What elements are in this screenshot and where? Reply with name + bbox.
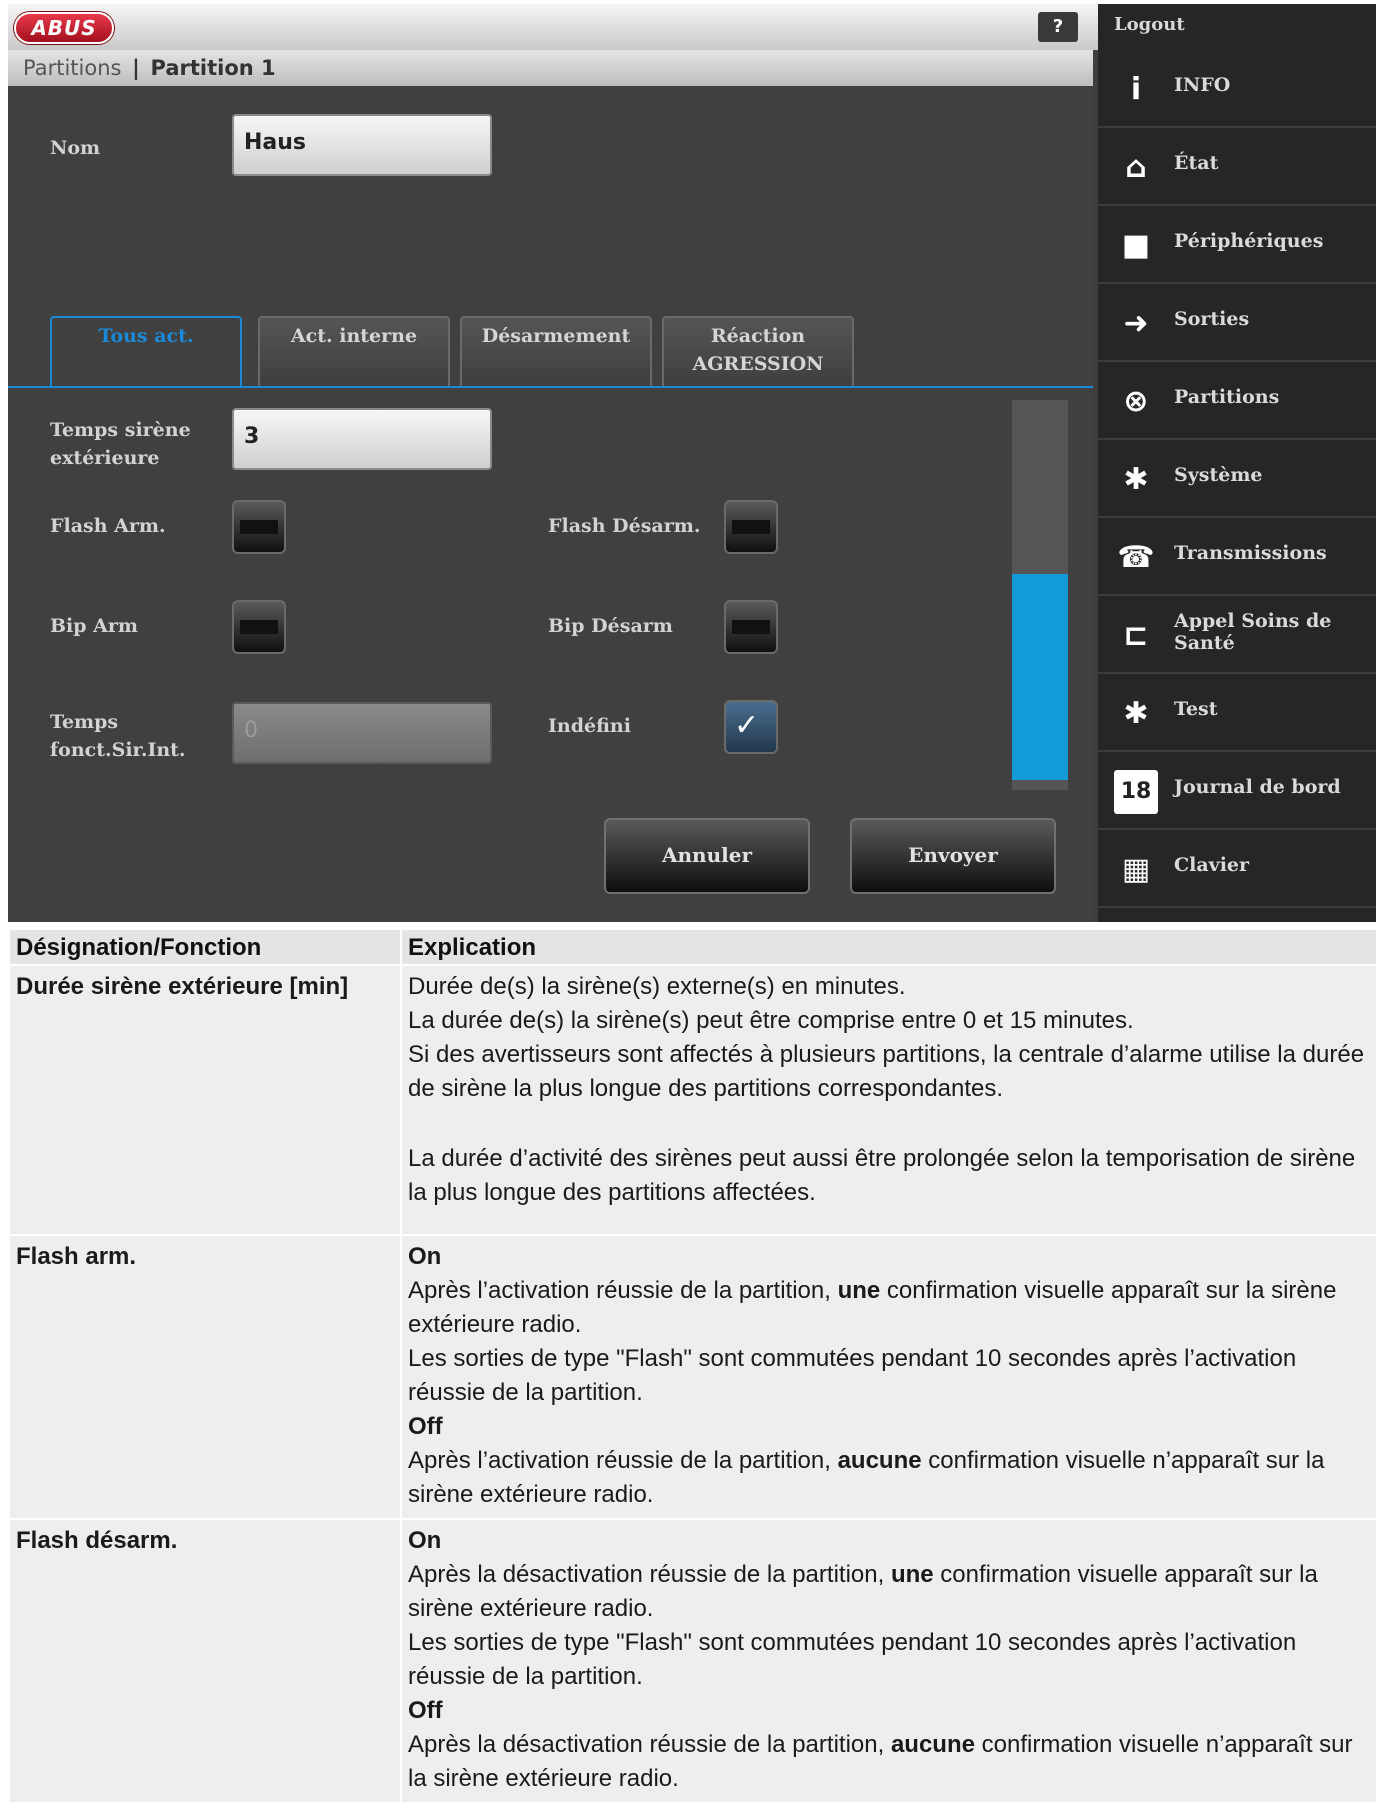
- gear-icon: ✱: [1123, 696, 1149, 731]
- option-heading: Off: [408, 1697, 443, 1724]
- sidebar-item-health-call[interactable]: [1098, 596, 1376, 674]
- partition-settings-panel: [8, 86, 1093, 922]
- home-icon: ⌂: [1125, 150, 1147, 185]
- cancel-button[interactable]: Annuler: [604, 818, 810, 894]
- explanation-text: Après l’activation réussie de la partition, aucune confirmation visuelle n’apparaît sur la sirène extérieure radio.: [408, 1447, 1325, 1508]
- tab-all-activations[interactable]: Tous act.: [50, 316, 242, 388]
- breadcrumb-separator: |: [132, 56, 140, 80]
- sidebar-item-keypad[interactable]: [1098, 830, 1376, 908]
- sidebar-item-label: Clavier: [1174, 854, 1250, 876]
- tab-aggression-reaction[interactable]: Réaction AGRESSION: [662, 316, 854, 388]
- scrollbar-thumb[interactable]: [1012, 574, 1068, 780]
- sidebar-item-logbook[interactable]: [1098, 752, 1376, 830]
- sidebar-item-label: Journal de bord: [1174, 776, 1341, 798]
- gear-icon: ✱: [1123, 462, 1149, 497]
- siren-time-label: Temps sirène extérieure: [50, 419, 191, 469]
- bip-arm-label: Bip Arm: [50, 615, 139, 637]
- calendar-icon: 18: [1114, 770, 1158, 814]
- documentation-table: [8, 928, 1376, 1804]
- tab-disarming[interactable]: Désarmement: [460, 316, 652, 388]
- logout-button[interactable]: Logout: [1098, 4, 1376, 50]
- sidebar-item-label: Partitions: [1174, 386, 1280, 408]
- option-heading: On: [408, 1243, 442, 1270]
- sidebar-item-test[interactable]: [1098, 674, 1376, 752]
- table-header-row: [9, 929, 1377, 965]
- name-label: Nom: [50, 137, 101, 159]
- partitions-icon: ⊗: [1123, 384, 1149, 419]
- table-row: [9, 965, 1377, 1235]
- designation-cell: Flash arm.: [9, 1235, 401, 1519]
- sidebar-item-label: Appel Soins de Santé: [1174, 610, 1332, 654]
- option-heading: On: [408, 1527, 442, 1554]
- sidebar-item-system[interactable]: [1098, 440, 1376, 518]
- sidebar-item-label: Transmissions: [1174, 542, 1327, 564]
- sidebar-item-label: Test: [1174, 698, 1218, 720]
- explanation-text: La durée d’activité des sirènes peut aussi être prolongée selon la temporisation de sirène la plus longue des partitions affectées.: [408, 1145, 1356, 1206]
- flash-arm-checkbox[interactable]: [232, 500, 286, 554]
- device-icon: ■: [1121, 228, 1151, 263]
- table-row: [9, 1235, 1377, 1519]
- explanation-text: La durée de(s) la sirène(s) peut être comprise entre 0 et 15 minutes.: [408, 1007, 1134, 1034]
- sidebar-item-label: INFO: [1174, 74, 1231, 96]
- explanation-text: Durée de(s) la sirène(s) externe(s) en minutes.: [408, 973, 906, 1000]
- undefined-label: Indéfini: [548, 715, 631, 737]
- phone-icon: ☎: [1117, 540, 1155, 575]
- column-header: Explication: [401, 929, 1377, 965]
- undefined-checkbox[interactable]: [724, 700, 778, 754]
- explanation-text: Les sorties de type "Flash" sont commutées pendant 10 secondes après l’activation réussie de la partition.: [408, 1345, 1297, 1406]
- sidebar-item-label: Sorties: [1174, 308, 1250, 330]
- sidebar-item-partitions[interactable]: [1098, 362, 1376, 440]
- flash-arm-label: Flash Arm.: [50, 515, 166, 537]
- sidebar-item-peripherals[interactable]: [1098, 206, 1376, 284]
- breadcrumb-current: Partition 1: [150, 56, 276, 80]
- info-icon: i: [1130, 72, 1142, 107]
- sidebar-nav: [1098, 50, 1376, 922]
- explanation-cell: [401, 965, 1377, 1235]
- breadcrumb-parent[interactable]: Partitions: [23, 56, 122, 80]
- explanation-text: Après la désactivation réussie de la partition, aucune confirmation visuelle n’apparaît sur la sirène extérieure radio.: [408, 1731, 1353, 1792]
- exit-icon: ➜: [1123, 306, 1149, 341]
- explanation-text: Après la désactivation réussie de la partition, une confirmation visuelle apparaît sur la sirène extérieure radio.: [408, 1561, 1318, 1622]
- checkmark-icon: ✓: [734, 708, 760, 743]
- explanation-text: Après l’activation réussie de la partition, une confirmation visuelle apparaît sur la sirène extérieure radio.: [408, 1277, 1337, 1338]
- bip-disarm-checkbox[interactable]: [724, 600, 778, 654]
- option-heading: Off: [408, 1413, 443, 1440]
- flash-disarm-checkbox[interactable]: [724, 500, 778, 554]
- bed-icon: ⊏: [1123, 618, 1149, 653]
- bip-arm-checkbox[interactable]: [232, 600, 286, 654]
- sidebar-item-transmissions[interactable]: [1098, 518, 1376, 596]
- internal-siren-time-field: 0: [232, 702, 492, 764]
- explanation-text: Si des avertisseurs sont affectés à plusieurs partitions, la centrale d’alarme utilise la durée de sirène la plus longue des partitions correspondantes.: [408, 1041, 1365, 1102]
- breadcrumb: [8, 50, 1093, 86]
- sidebar-item-label: Périphériques: [1174, 230, 1324, 252]
- explanation-cell: [401, 1235, 1377, 1519]
- send-button[interactable]: Envoyer: [850, 818, 1056, 894]
- tab-internal-activation[interactable]: Act. interne: [258, 316, 450, 388]
- designation-cell: Durée sirène extérieure [min]: [9, 965, 401, 1235]
- brand-logo: ABUS: [14, 12, 114, 44]
- alarm-panel-app: [8, 4, 1376, 922]
- internal-siren-time-label: Temps fonct.Sir.Int.: [50, 711, 186, 761]
- keypad-icon: ▦: [1121, 852, 1151, 887]
- bip-disarm-label: Bip Désarm: [548, 615, 673, 637]
- column-header: Désignation/Fonction: [9, 929, 401, 965]
- explanation-text: Les sorties de type "Flash" sont commutées pendant 10 secondes après l’activation réussie de la partition.: [408, 1629, 1297, 1690]
- explanation-cell: [401, 1519, 1377, 1803]
- sidebar-item-label: État: [1174, 152, 1219, 174]
- designation-cell: Flash désarm.: [9, 1519, 401, 1803]
- sidebar-item-state[interactable]: [1098, 128, 1376, 206]
- flash-disarm-label: Flash Désarm.: [548, 515, 701, 537]
- tab-underline: [8, 386, 1093, 388]
- siren-time-field[interactable]: 3: [232, 408, 492, 470]
- sidebar-item-outputs[interactable]: [1098, 284, 1376, 362]
- sidebar-item-info[interactable]: [1098, 50, 1376, 128]
- table-row: [9, 1519, 1377, 1803]
- sidebar-item-label: Système: [1174, 464, 1263, 486]
- help-icon[interactable]: ?: [1038, 12, 1078, 42]
- name-field[interactable]: Haus: [232, 114, 492, 176]
